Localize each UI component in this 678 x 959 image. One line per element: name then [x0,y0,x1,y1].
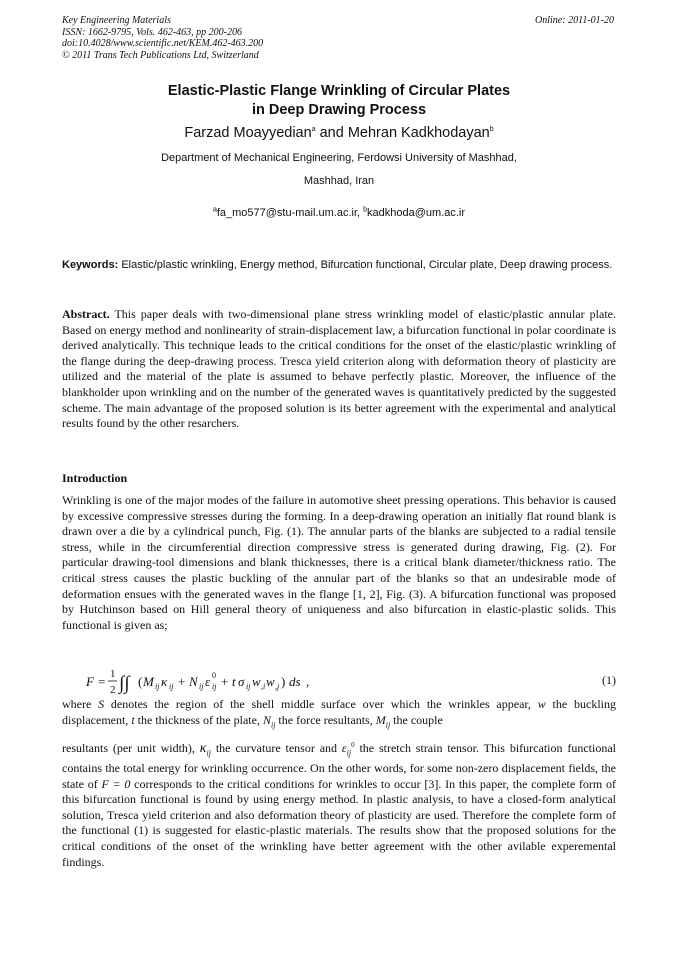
svg-text:w: w [252,674,261,689]
symbol-s: S [98,697,105,711]
intro-paragraph-3 [62,741,616,870]
keywords-block [62,258,616,273]
author-1-mark: a [311,126,316,134]
section-heading-introduction: Introduction [62,471,128,485]
symbol-kappa: κ [199,741,207,756]
affiliation-line-1: Department of Mechanical Engineering, Ferdowsi University of Mashhad, [161,152,517,164]
abstract-block [62,307,616,432]
svg-text:σ: σ [238,674,245,689]
keywords-label: Keywords: [62,259,119,271]
issn-line: ISSN: 1662-9795, Vols. 462-463, pp 200-206 [62,26,242,38]
symbol-epsilon-sup: 0 [351,741,355,749]
author-2: Mehran Kadkhodayan [347,125,490,141]
text-span: where [62,697,99,711]
symbol-epsilon-sub: ij [346,748,352,758]
text-span: the buckling displacement, [62,697,617,727]
svg-text:N: N [189,674,198,689]
svg-text:,: , [306,674,310,689]
svg-text:(: ( [138,674,143,689]
author-2-mark: b [489,126,494,134]
paper-title [62,82,616,120]
svg-text:0: 0 [212,671,216,680]
journal-name: Key Engineering Materials [62,15,171,26]
email-b-mark: b [363,206,368,214]
title-line-1: Elastic-Plastic Flange Wrinkling of Circular Plates [167,83,511,99]
svg-text:w: w [266,674,275,689]
journal-header [62,15,263,61]
symbol-n-sub: ij [270,719,276,729]
abstract-text: This paper deals with two-dimensional plane stress wrinkling model of elastic/plastic annular plate. Based on energy method and nonlinearity of strain-displacement law, a bifurcation functional in polar coordinate is derived analytically. This technique leads to the critical conditions for the onset of the elastic/plastic wrinkling of the flange during the deep-drawing process. Tresca yield criterion along with deformation theory of plasticity are utilized and the material of the plate is assumed to behave perfectly plastic. Moreover, the influence of the blankholder upon wrinkling and on the number of the generated waves is quantitatively predicted by the suggested scheme. The main advantage of the proposed solution is its better agreement with the experimental and analytical results found by the other resarchers. [62,307,616,431]
copyright-line: © 2011 Trans Tech Publications Ltd, Switzerland [62,49,259,61]
svg-text:ij: ij [155,682,160,691]
svg-text:M: M [143,674,154,689]
text-span: corresponds to the critical conditions for wrinkles to occur [3]. In this paper, the complete form of this bifurcation functional is found by using energy method. In plastic analysis, to have a closed-form analytical solution, Tresca yield criterion and also deformation theory of plasticity are used. Therefore the complete form of the functional (1) is suggested for elastic-plastic materials. The results show that the proposed solutions for the critical conditions of the onset of the wrinkling have better agreement with the other avilable experemental findings. [62,776,616,869]
symbol-w: w [537,697,546,711]
symbol-m-sub: ij [385,719,391,729]
text-span: the force resultants, [275,712,376,727]
keywords-text: Elastic/plastic wrinkling, Energy method, Bifurcation functional, Circular plate, Deep drawing process. [121,259,613,271]
title-line-2: in Deep Drawing Process [251,102,427,118]
symbol-f-zero: F = 0 [101,776,131,791]
svg-text:κ: κ [161,674,168,689]
svg-text:2: 2 [110,684,116,696]
svg-text:,j: ,j [275,682,280,691]
svg-text:ds: ds [289,674,301,689]
intro-paragraph-2 [62,697,616,733]
svg-text:ij: ij [169,682,174,691]
symbol-kappa-sub: ij [206,748,211,758]
symbol-t: t [131,712,135,727]
svg-text:+: + [221,674,229,689]
svg-text:ij: ij [246,682,251,691]
svg-text:): ) [281,674,286,689]
intro-paragraph-1: Wrinkling is one of the major modes of the failure in automotive sheet pressing operations. This behavior is caused by excessive compressive stresses during the forming. In a deep-drawing operation an initially flat round blank is drawn over a die by a cylindrical punch, Fig. (1). The annular parts of the blanks are subjected to a radial tensile stress, while in the circumferential direction compressive stress is generated during drawing, Fig. (2). For particular drawing-tool dimensions and blank thicknesses, there is a critical blank diameter/thickness ratio. The critical stress causes the plastic buckling of the annular part of the blanks so that an undesirable mode of deformation ensues with the generated waves in the flange [1, 2], Fig. (3). A bifurcation functional was proposed by Hutchinson based on Hill general theory of uniqueness and also bifurcation in elastic-plastic solids. This functional is given as; [62,493,616,632]
equation-1-number: (1) [602,673,616,687]
email-a-mark: a [212,206,217,214]
text-span: denotes the region of the shell middle surface over which the wrinkles appear, [104,697,538,711]
doi-line: doi:10.4028/www.scientific.net/KEM.462-463.200 [62,38,264,50]
text-span: the thickness of the plate, [134,712,263,727]
text-span: the couple [390,712,443,727]
email-line [62,207,616,219]
author-joiner: and [315,125,348,141]
equation-1 [84,666,616,696]
online-date: Online: 2011-01-20 [535,15,614,26]
affiliation-line-2: Mashhad, Iran [303,175,375,187]
svg-text:ij: ij [199,682,204,691]
equation-1-formula [84,666,384,698]
symbol-n: N [262,712,271,727]
text-span: the curvature tensor and [210,741,342,755]
svg-text:F: F [86,674,94,689]
text-span: resultants (per unit width), [62,741,200,755]
email-b[interactable]: kadkhoda@um.ac.ir [367,207,466,219]
svg-text:t: t [232,674,236,689]
author-line [62,125,616,141]
symbol-m: M [375,712,386,727]
text-span: the stretch strain tensor. This bifurcation functional contains the total energy for wrinkling occurrence. On the other words, for some non-zero displacement fields, the state of [62,741,616,791]
svg-text:ij: ij [212,682,217,691]
symbol-epsilon: ε [341,741,347,755]
svg-text:ε: ε [205,674,211,689]
email-a[interactable]: fa_mo577@stu-mail.um.ac.ir, [216,207,361,219]
abstract-label: Abstract. [62,307,110,321]
svg-text:=: = [98,674,106,689]
svg-text:∫∫: ∫∫ [119,673,130,694]
author-1: Farzad Moayyedian [184,125,312,141]
svg-text:1: 1 [110,668,116,680]
svg-text:+: + [178,674,186,689]
svg-text:,i: ,i [261,682,266,691]
